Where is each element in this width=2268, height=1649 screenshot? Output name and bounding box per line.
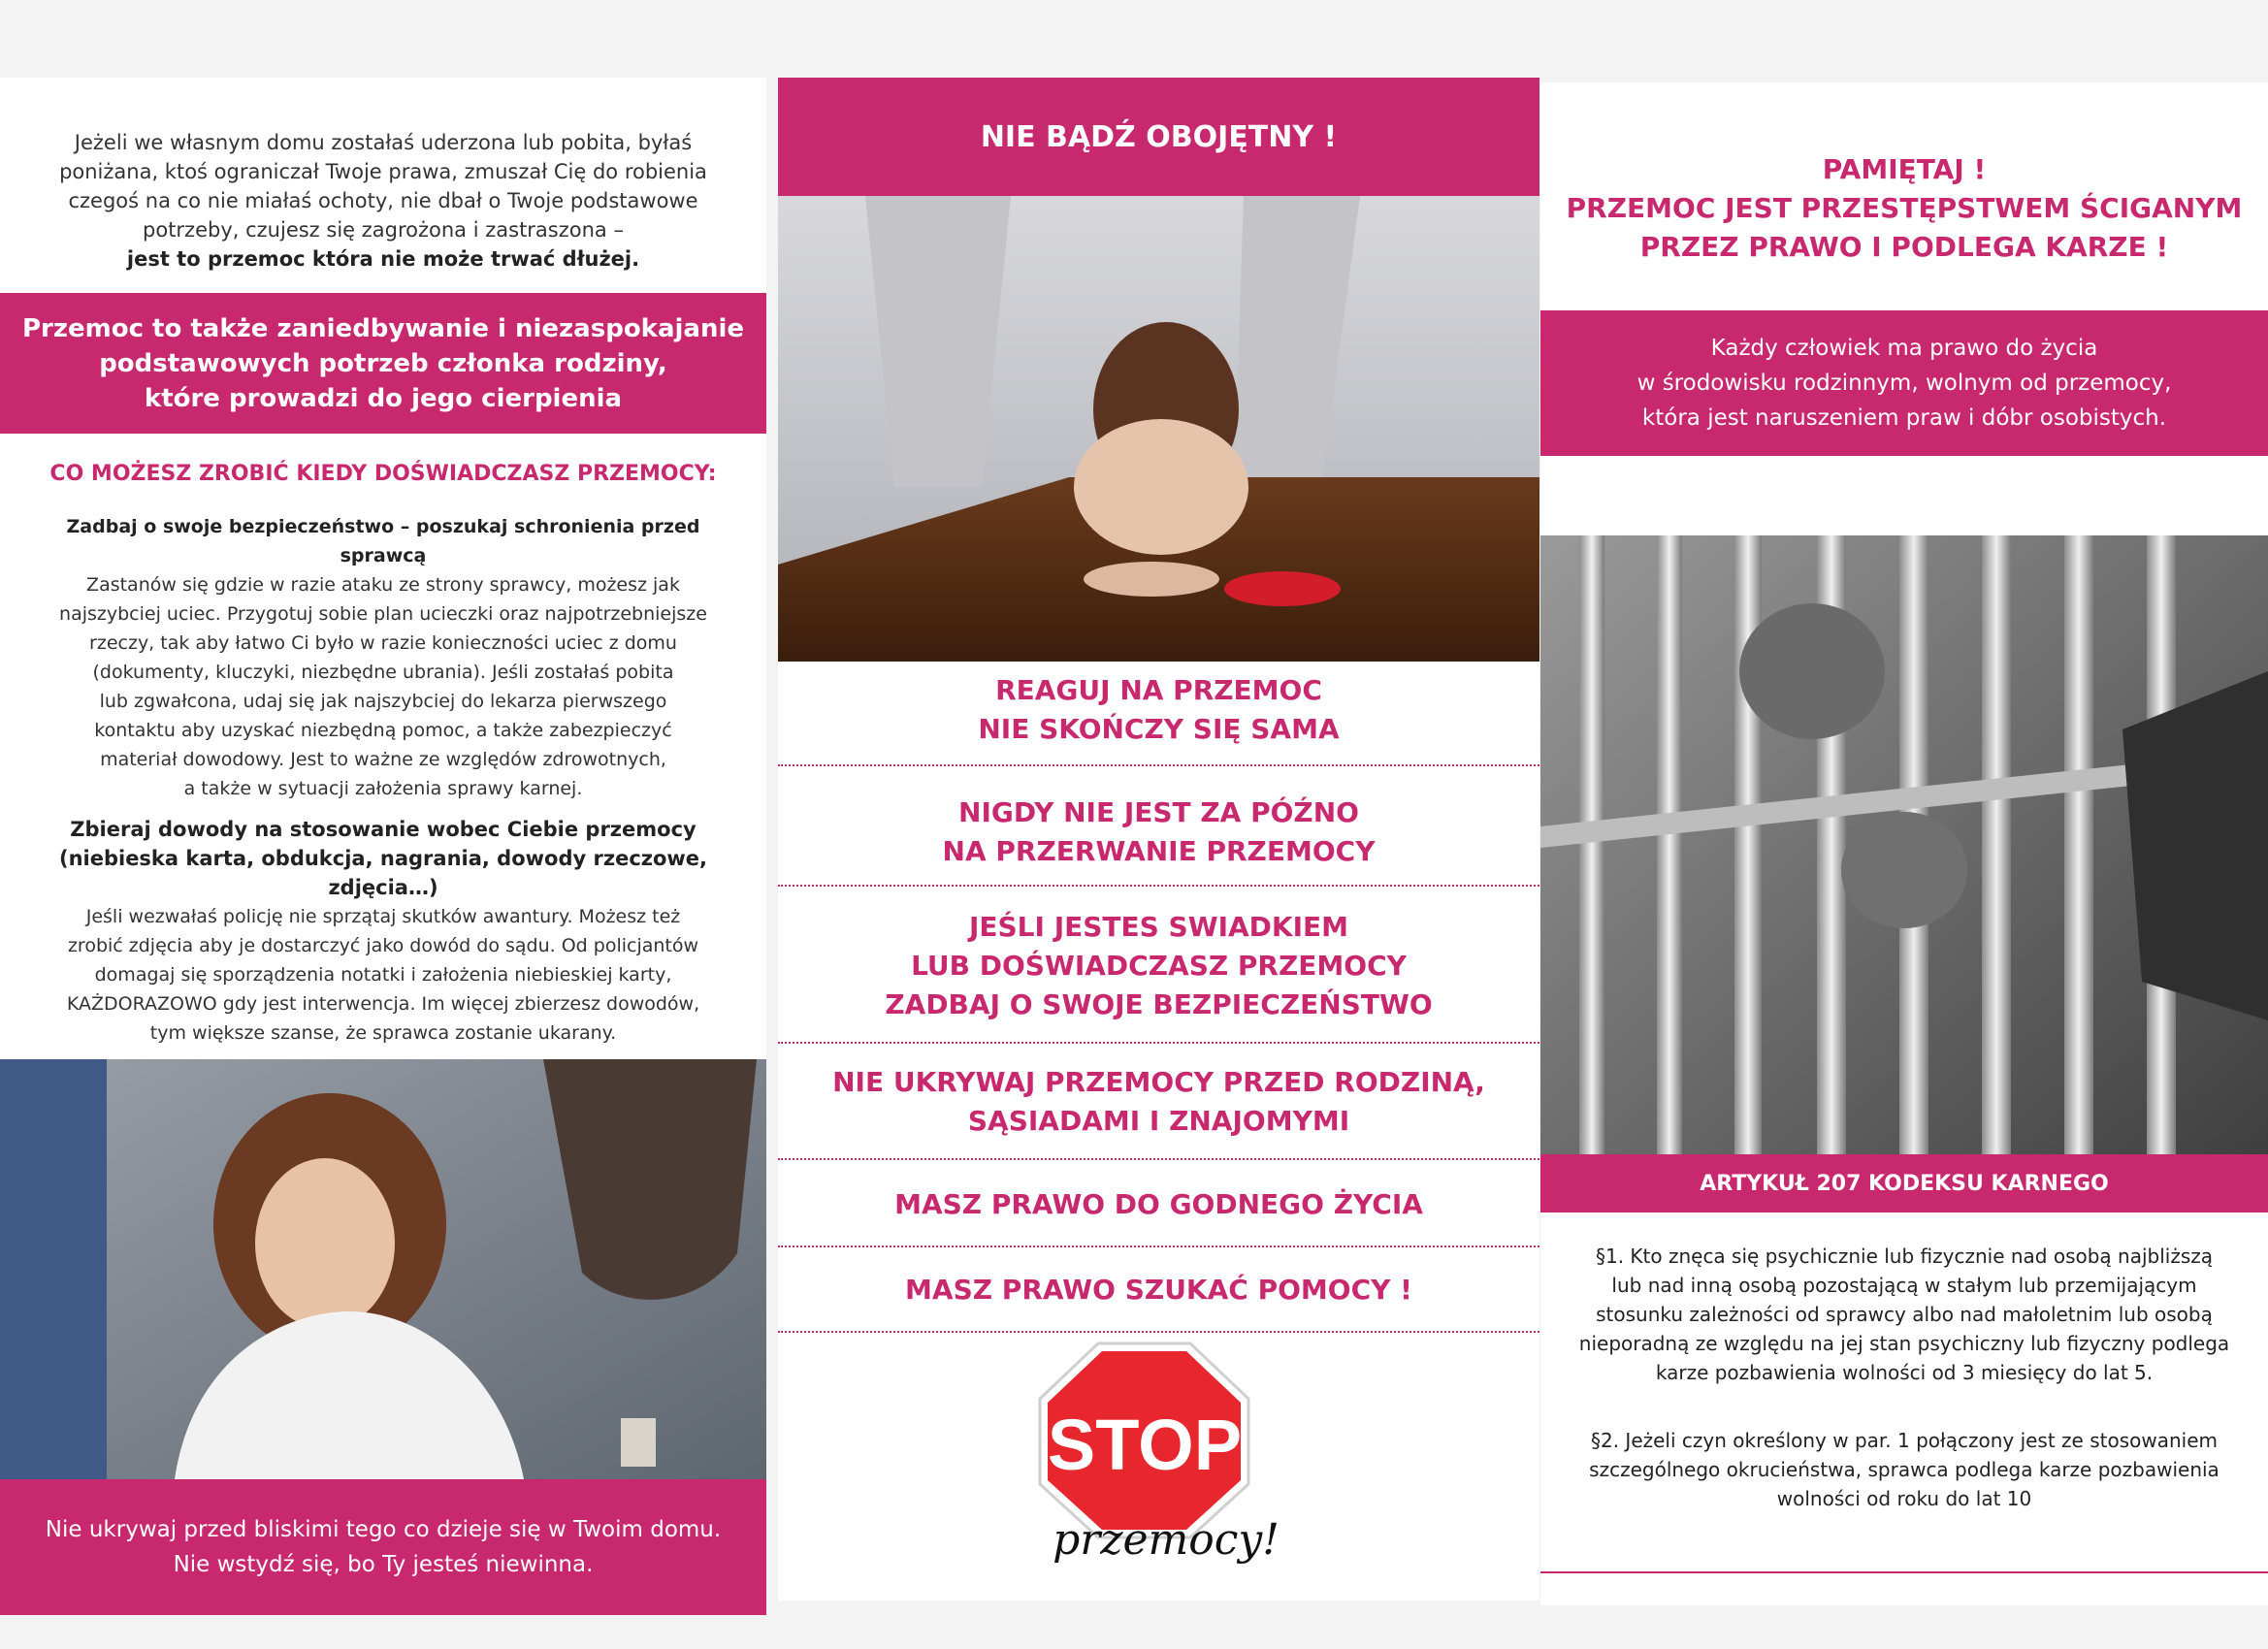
article-paragraph-1 (1550, 1242, 2258, 1387)
slogan-dont-hide (778, 1063, 1539, 1160)
safety-line: najszybciej uciec. Przygotuj sobie plan ucieczki oraz najpotrzebniejsze (59, 603, 707, 625)
remember-line: PAMIĘTAJ ! (1822, 153, 1987, 185)
evidence-heading: (niebieska karta, obdukcja, nagrania, dowody rzeczowe, zdjęcia…) (58, 847, 708, 899)
safety-line: (dokumenty, kluczyki, niezbędne ubrania). Jeśli zostałaś pobita (92, 662, 674, 683)
slogan-seek-help (778, 1271, 1539, 1333)
article-line: karze pozbawienia wolności od 3 miesięcy do lat 5. (1655, 1361, 2154, 1384)
evidence-line: zrobić zdjęcia aby je dostarczyć jako dowód do sądu. Od policjantów (67, 935, 699, 956)
article-line: wolności od roku do lat 10 (1776, 1487, 2032, 1510)
evidence-line: Jeśli wezwałaś policję nie sprzątaj skutków awantury. Możesz też (85, 906, 681, 927)
what-to-do-heading: CO MOŻESZ ZROBIĆ KIEDY DOŚWIADCZASZ PRZEMOCY: (49, 462, 717, 486)
article-line: stosunku zależności od sprawcy albo nad małoletnim lub osobą (1596, 1303, 2213, 1326)
article-line: szczególnego okrucieństwa, sprawca podlega karze pozbawienia (1589, 1458, 2219, 1481)
dont-hide-band (0, 1479, 766, 1615)
evidence-line: tym większe szanse, że sprawca zostanie ukarany. (149, 1022, 617, 1044)
stop-sign-logo (1021, 1339, 1282, 1571)
slogan-line: JEŚLI JESTES SWIADKIEM (968, 911, 1349, 943)
intro-line: potrzeby, czujesz się zagrożona i zastraszona – (143, 218, 624, 242)
safety-line: a także w sytuacji założenia sprawy karnej. (183, 778, 583, 799)
remember-line: PRZEMOC JEST PRZESTĘPSTWEM ŚCIGANYM (1566, 192, 2243, 224)
slogan-never-late (778, 793, 1539, 887)
slogan-line: NIE UKRYWAJ PRZEMOCY PRZED RODZINĄ, (832, 1066, 1485, 1098)
slogan-dignity (778, 1185, 1539, 1247)
article-paragraph-2 (1550, 1426, 2258, 1513)
safety-line: rzeczy, tak aby łatwo Ci było w razie konieczności uciec z domu (89, 632, 677, 654)
safety-line: Zastanów się gdzie w razie ataku ze strony sprawcy, możesz jak (86, 574, 680, 596)
intro-text (39, 128, 728, 274)
article-title: ARTYKUŁ 207 KODEKSU KARNEGO (1540, 1154, 2268, 1212)
band-line: która jest naruszeniem praw i dóbr osobistych. (1641, 405, 2167, 431)
band-line: Nie ukrywaj przed bliskimi tego co dzieje się w Twoim domu. (45, 1517, 722, 1542)
band-line: podstawowych potrzeb członka rodziny, (99, 348, 667, 378)
band-line: Przemoc to także zaniedbywanie i niezaspokajanie (21, 313, 745, 343)
indifferent-header: NIE BĄDŹ OBOJĘTNY ! (778, 78, 1539, 196)
stop-subtitle: przemocy! (1053, 1515, 1280, 1565)
slogan-line: ZADBAJ O SWOJE BEZPIECZEŃSTWO (885, 988, 1433, 1020)
evidence-line: KAŻDORAZOWO gdy jest interwencja. Im więcej zbierzesz dowodów, (66, 993, 700, 1015)
middle-panel (778, 78, 1539, 1600)
remember-line: PRZEZ PRAWO I PODLEGA KARZE ! (1639, 231, 2169, 263)
slogan-line: LUB DOŚWIADCZASZ PRZEMOCY (911, 950, 1407, 982)
stop-word: STOP (1047, 1405, 1243, 1485)
remember-heading (1550, 150, 2258, 267)
article-line: §1. Kto znęca się psychicznie lub fizycznie nad osobą najbliższą (1595, 1245, 2214, 1268)
girl-fist-photo (0, 1059, 766, 1479)
safety-heading: Zadbaj o swoje bezpieczeństwo – poszukaj schronienia przed sprawcą (66, 516, 700, 566)
band-line: które prowadzi do jego cierpienia (144, 383, 623, 413)
band-line: Nie wstydź się, bo Ty jesteś niewinna. (173, 1552, 594, 1577)
neglect-band (0, 293, 766, 434)
intro-bold: jest to przemoc która nie może trwać dłużej. (126, 247, 640, 271)
safety-line: kontaktu aby uzyskać niezbędną pomoc, a także zabezpieczyć (94, 720, 672, 741)
slogan-line: NIGDY NIE JEST ZA PÓŹNO (958, 796, 1359, 828)
slogan-line: NA PRZERWANIE PRZEMOCY (942, 835, 1376, 867)
slogan-line: MASZ PRAWO DO GODNEGO ŻYCIA (894, 1188, 1423, 1220)
intro-line: poniżana, ktoś ograniczał Twoje prawa, zmuszał Cię do robienia (59, 160, 707, 183)
crouching-child-photo (778, 196, 1539, 662)
slogan-witness (778, 908, 1539, 1044)
article-line: nieporadną ze względu na jej stan psychiczny lub fizyczny podlega (1578, 1332, 2230, 1355)
article-line: lub nad inną osobą pozostającą w stałym lub przemijającym (1611, 1274, 2197, 1297)
article-line: §2. Jeżeli czyn określony w par. 1 połączony jest ze stosowaniem (1590, 1429, 2218, 1452)
slogan-line: REAGUJ NA PRZEMOC (995, 674, 1322, 706)
slogan-line: MASZ PRAWO SZUKAĆ POMOCY ! (905, 1274, 1412, 1306)
slogan-line: SĄSIADAMI I ZNAJOMYMI (967, 1105, 1350, 1137)
safety-line: lub zgwałcona, udaj się jak najszybciej do lekarza pierwszego (99, 691, 667, 712)
slogan-line: NIE SKOŃCZY SIĘ SAMA (978, 713, 1340, 745)
right-to-life-band (1540, 310, 2268, 456)
prison-bars-photo (1540, 535, 2268, 1195)
band-line: w środowisku rodzinnym, wolnym od przemocy, (1636, 371, 2172, 396)
band-line: Każdy człowiek ma prawo do życia (1710, 336, 2098, 361)
left-panel (0, 78, 766, 1615)
slogan-react (778, 671, 1539, 766)
evidence-line: domagaj się sporządzenia notatki i założenia niebieskiej karty, (94, 964, 672, 986)
safety-line: materiał dowodowy. Jest to ważne ze względów zdrowotnych, (100, 749, 666, 770)
intro-line: czegoś na co nie miałaś ochoty, nie dbał o Twoje podstawowe (68, 189, 698, 212)
safety-section (29, 512, 737, 803)
intro-line: Jeżeli we własnym domu zostałaś uderzona lub pobita, byłaś (74, 131, 693, 154)
bottom-divider (1540, 1571, 2268, 1573)
right-panel (1540, 82, 2268, 1605)
evidence-section (19, 815, 747, 1048)
evidence-heading: Zbieraj dowody na stosowanie wobec Ciebie przemocy (70, 818, 697, 841)
